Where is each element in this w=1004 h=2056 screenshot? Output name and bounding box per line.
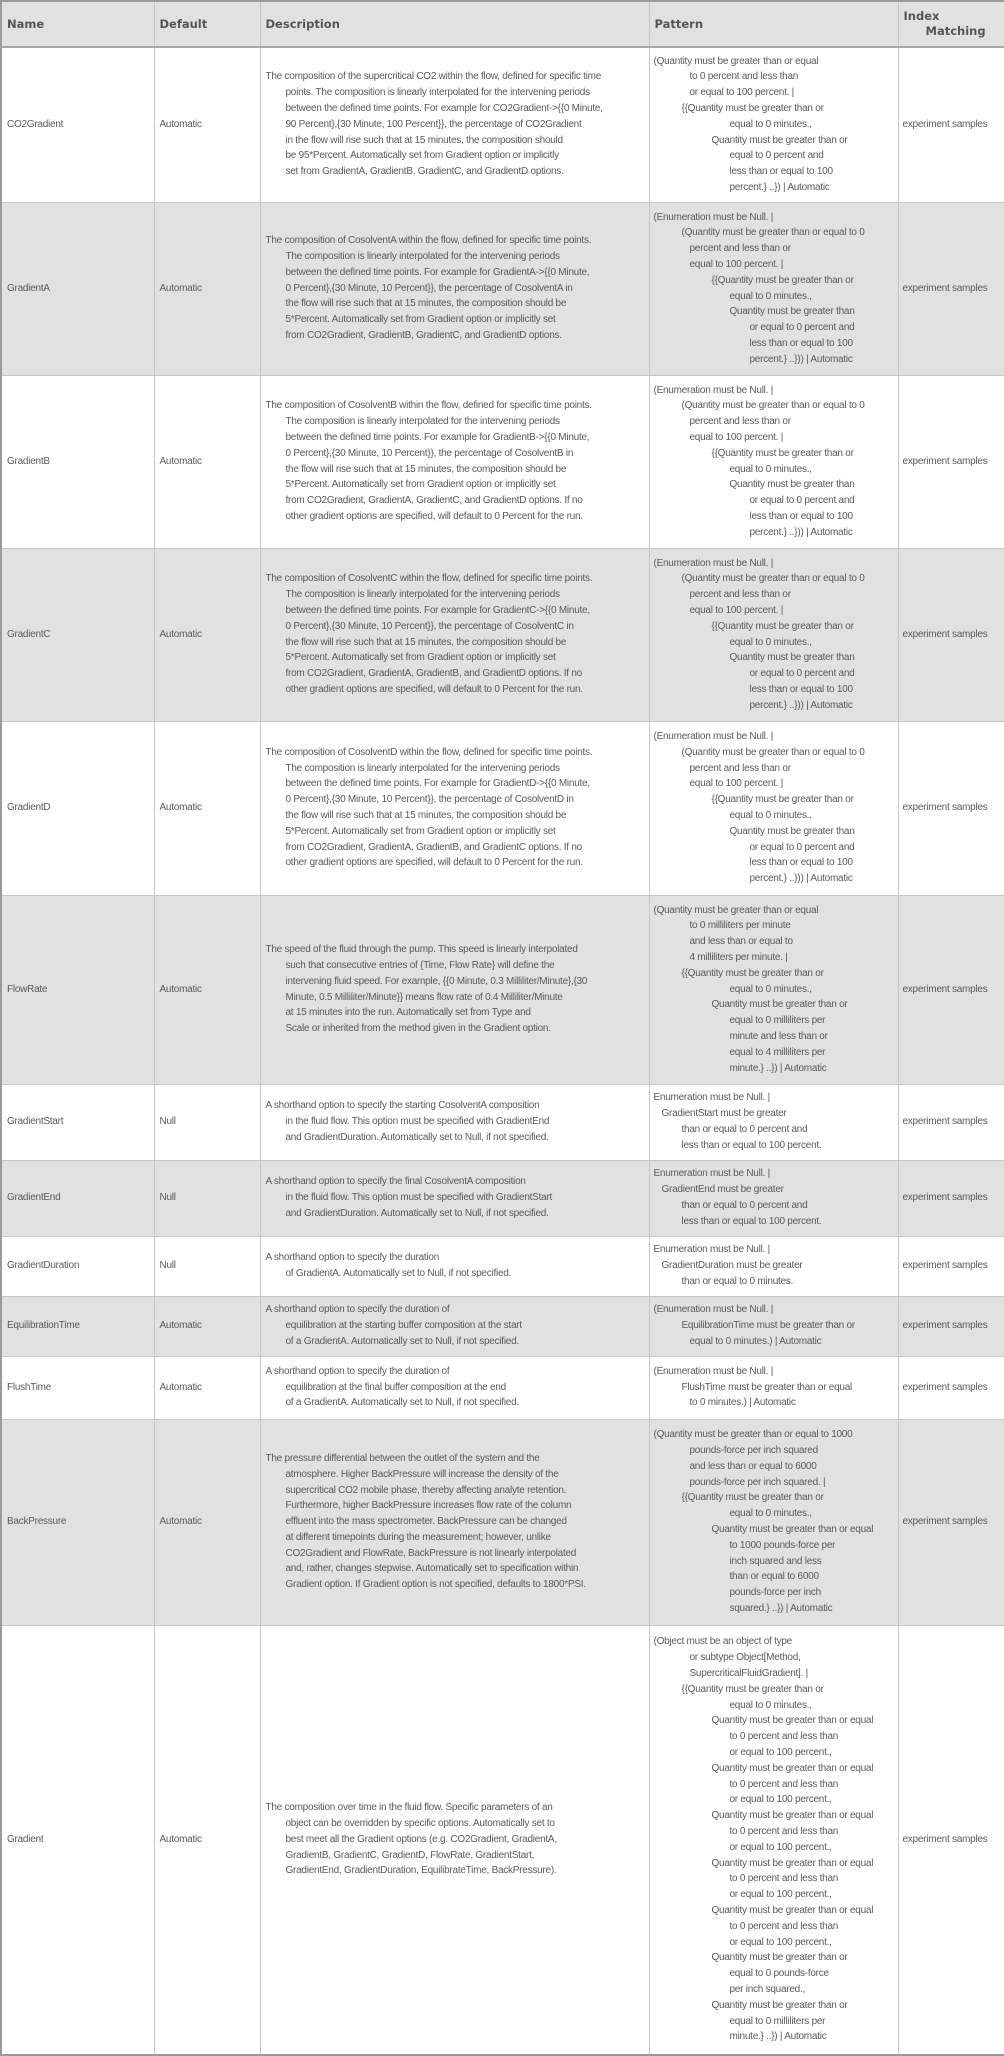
pattern-line: than or equal to 0 percent and (681, 1200, 808, 1211)
pattern-line: percent and less than or (689, 416, 791, 428)
pattern-line: equal to 0 minutes., (729, 463, 812, 475)
pattern-line: (Quantity must be greater than or equal to 0 (681, 573, 865, 585)
pattern-line: Enumeration must be Null. | (653, 1092, 770, 1104)
description-line: from CO2Gradient, GradientA, GradientC, and GradientD options. If no (285, 495, 583, 507)
pattern-line: to 0 percent and less than (729, 1873, 839, 1885)
option-description (260, 1625, 649, 2055)
description-line: supercritical CO2 mobile phase, thereby affecting analyte retention. (285, 1484, 567, 1496)
pattern-line: percent and less than or (689, 243, 791, 255)
option-index-matching: experiment samples (898, 375, 1004, 548)
description-line: be 95*Percent. Automatically set from Gradient option or implicitly (285, 150, 559, 162)
option-description (260, 47, 649, 202)
pattern-line: or equal to 100 percent. | (689, 87, 795, 99)
option-description (260, 202, 649, 375)
description-line: The composition over time in the fluid flow. Specific parameters of an (265, 1802, 553, 1814)
pattern-line: minute.} ..}) | Automatic (729, 2031, 827, 2043)
pattern-line: (Enumeration must be Null. | (653, 211, 774, 223)
description-line: of a GradientA. Automatically set to Null, if not specified. (285, 1335, 519, 1347)
pattern-line: {{Quantity must be greater than or (711, 447, 854, 459)
pattern-line: less than or equal to 100 (749, 510, 853, 522)
pattern-line: inch squared and less (729, 1555, 822, 1567)
option-pattern (649, 1419, 898, 1625)
pattern-line: to 0 percent and less than (729, 1920, 839, 1932)
pattern-line: {{Quantity must be greater than or (681, 1683, 824, 1695)
pattern-line: Quantity must be greater than or equal (711, 1810, 874, 1822)
option-pattern (649, 895, 898, 1084)
pattern-line: (Object must be an object of type (653, 1636, 792, 1648)
pattern-line: less than or equal to 100 (749, 683, 853, 695)
description-line: Gradient option. If Gradient option is not specified, defaults to 1800*PSI. (285, 1579, 586, 1591)
option-description (260, 721, 649, 895)
header-description: Description (260, 1, 649, 47)
description-line: A shorthand option to specify the duration of (265, 1365, 450, 1377)
option-index-matching: experiment samples (898, 895, 1004, 1084)
option-pattern (649, 202, 898, 375)
pattern-line: or equal to 100 percent., (729, 1841, 832, 1853)
description-line: at 15 minutes into the run. Automatically set from Type and (285, 1007, 531, 1019)
table-row (1, 202, 1004, 375)
option-pattern (649, 1356, 898, 1419)
description-line: 0 Percent},{30 Minute, 10 Percent}}, the percentage of CosolventB in (285, 447, 574, 459)
description-line: A shorthand option to specify the final CosolventA composition (265, 1176, 526, 1188)
description-line: in the fluid flow. This option must be specified with GradientStart (285, 1192, 553, 1204)
description-line: between the defined time points. For example for GradientB->{{0 Minute, (285, 431, 590, 443)
pattern-line: equal to 100 percent. | (689, 604, 784, 616)
pattern-line: equal to 100 percent. | (689, 431, 784, 443)
option-default: Null (154, 1084, 260, 1160)
option-description (260, 1084, 649, 1160)
pattern-line: percent and less than or (689, 762, 791, 774)
pattern-line: Quantity must be greater than or equal (711, 1524, 874, 1535)
pattern-line: to 0 minutes.) | Automatic (689, 1397, 796, 1409)
description-line: between the defined time points. For example for GradientD->{{0 Minute, (285, 778, 590, 790)
pattern-line: pounds-force per inch (729, 1587, 821, 1599)
option-pattern (649, 1084, 898, 1160)
description-line: 90 Percent},{30 Minute, 100 Percent}}, the percentage of CO2Gradient (285, 118, 582, 130)
pattern-line: or equal to 0 percent and (749, 668, 855, 680)
description-line: other gradient options are specified, will default to 0 Percent for the run. (285, 683, 583, 695)
pattern-line: FlushTime must be greater than or equal (681, 1381, 853, 1393)
pattern-line: (Quantity must be greater than or equal to 0 (681, 400, 865, 412)
pattern-line: 4 milliliters per minute. | (689, 952, 788, 963)
description-line: The composition of CosolventC within the flow, defined for specific time points. (265, 573, 593, 585)
pattern-line: percent.} ..}) | Automatic (729, 182, 830, 194)
option-description (260, 1236, 649, 1296)
pattern-line: to 0 percent and less than (689, 71, 799, 83)
table-row (1, 548, 1004, 721)
description-line: object can be overridden by specific options. Automatically set to (285, 1818, 555, 1830)
option-name: CO2Gradient (1, 47, 154, 202)
pattern-line: pounds-force per inch squared. | (689, 1476, 826, 1488)
option-name: Gradient (1, 1625, 154, 2055)
description-line: The composition of CosolventA within the flow, defined for specific time points. (265, 235, 592, 247)
option-default: Null (154, 1236, 260, 1296)
pattern-line: Quantity must be greater than or (711, 1999, 848, 2011)
description-line: the flow will rise such that at 15 minutes, the composition should be (285, 463, 567, 475)
description-line: the flow will rise such that at 15 minutes, the composition should be (285, 636, 567, 648)
pattern-line: less than or equal to 100 (749, 337, 853, 349)
description-line: 5*Percent. Automatically set from Gradient option or implicitly set (285, 825, 556, 837)
pattern-line: (Enumeration must be Null. | (653, 557, 774, 569)
option-description (260, 1296, 649, 1356)
option-index-matching: experiment samples (898, 1356, 1004, 1419)
pattern-line: Quantity must be greater than or (711, 999, 848, 1011)
pattern-line: minute and less than or (729, 1030, 828, 1042)
pattern-line: Quantity must be greater than (729, 479, 855, 491)
option-default: Automatic (154, 721, 260, 895)
pattern-line: {{Quantity must be greater than or (681, 1492, 824, 1504)
description-line: The speed of the fluid through the pump. This speed is linearly interpolated (265, 944, 578, 956)
pattern-line: equal to 0 percent and (729, 150, 824, 162)
description-line: the flow will rise such that at 15 minutes, the composition should be (285, 810, 567, 821)
pattern-line: equal to 0 minutes., (729, 118, 812, 130)
pattern-line: equal to 0 minutes., (729, 290, 812, 302)
description-line: and GradientDuration. Automatically set to Null, if not specified. (285, 1131, 549, 1143)
description-line: of GradientA. Automatically set to Null, if not specified. (285, 1268, 512, 1279)
option-index-matching: experiment samples (898, 721, 1004, 895)
pattern-line: percent.} ..})) | Automatic (749, 526, 853, 538)
option-description (260, 1356, 649, 1419)
description-line: Scale or inherited from the method given in the Gradient option. (285, 1023, 551, 1035)
pattern-line: or equal to 0 percent and (749, 841, 855, 853)
pattern-line: or equal to 100 percent., (729, 1889, 832, 1901)
pattern-line: equal to 0 minutes., (729, 983, 812, 995)
option-name: GradientStart (1, 1084, 154, 1160)
option-pattern (649, 1625, 898, 2055)
option-pattern (649, 47, 898, 202)
pattern-line: (Enumeration must be Null. | (653, 1365, 774, 1377)
pattern-line: (Enumeration must be Null. | (653, 384, 774, 396)
table-row (1, 1296, 1004, 1356)
option-description (260, 548, 649, 721)
description-line: 5*Percent. Automatically set from Gradient option or implicitly set (285, 652, 556, 664)
description-line: The composition of CosolventD within the flow, defined for specific time points. (265, 746, 593, 758)
pattern-line: {{Quantity must be greater than or (711, 794, 854, 806)
description-line: 0 Percent},{30 Minute, 10 Percent}}, the percentage of CosolventA in (285, 282, 573, 294)
table-row (1, 1084, 1004, 1160)
option-description (260, 1160, 649, 1236)
description-line: other gradient options are specified, will default to 0 Percent for the run. (285, 857, 583, 869)
header-index-matching-line1: Index (903, 9, 940, 23)
pattern-line: or subtype Object[Method, (689, 1652, 801, 1664)
pattern-line: percent.} ..})) | Automatic (749, 699, 853, 711)
option-index-matching: experiment samples (898, 47, 1004, 202)
pattern-line: equal to 0 minutes.) | Automatic (689, 1335, 822, 1347)
pattern-line: Enumeration must be Null. | (653, 1244, 770, 1256)
description-line: effluent into the mass spectrometer. BackPressure can be changed (285, 1516, 567, 1528)
description-line: Furthermore, higher BackPressure increases flow rate of the column (285, 1500, 572, 1512)
header-index-matching (898, 1, 1004, 47)
description-line: the flow will rise such that at 15 minutes, the composition should be (285, 298, 567, 310)
pattern-line: less than or equal to 100 percent. (681, 1139, 822, 1151)
description-line: set from GradientA, GradientB, GradientC, and GradientD options. (285, 166, 564, 178)
description-line: A shorthand option to specify the duration of (265, 1304, 450, 1316)
pattern-line: than or equal to 6000 (729, 1571, 819, 1583)
option-index-matching: experiment samples (898, 1236, 1004, 1296)
description-line: The composition is linearly interpolated for the intervening periods (285, 416, 560, 428)
pattern-line: squared.} ..}) | Automatic (729, 1602, 833, 1614)
description-line: The composition of CosolventB within the flow, defined for specific time points. (265, 400, 592, 412)
description-line: GradientEnd, GradientDuration, EquilibrateTime, BackPressure). (285, 1865, 557, 1877)
option-pattern (649, 1296, 898, 1356)
pattern-line: Quantity must be greater than (729, 306, 855, 318)
pattern-line: Enumeration must be Null. | (653, 1168, 770, 1180)
option-index-matching: experiment samples (898, 1625, 1004, 2055)
description-line: The pressure differential between the outlet of the system and the (265, 1452, 540, 1464)
description-line: The composition is linearly interpolated for the intervening periods (285, 762, 560, 774)
pattern-line: equal to 0 milliliters per (729, 2015, 826, 2027)
pattern-line: than or equal to 0 percent and (681, 1124, 808, 1135)
pattern-line: to 0 milliliters per minute (689, 920, 791, 932)
option-default: Automatic (154, 1356, 260, 1419)
option-pattern (649, 375, 898, 548)
pattern-line: GradientEnd must be greater (661, 1184, 784, 1196)
pattern-line: less than or equal to 100 (749, 857, 853, 869)
pattern-line: less than or equal to 100 (729, 166, 833, 178)
option-pattern (649, 1160, 898, 1236)
option-pattern (649, 548, 898, 721)
pattern-line: equal to 100 percent. | (689, 258, 784, 270)
table-row (1, 1160, 1004, 1236)
option-default: Automatic (154, 1419, 260, 1625)
pattern-line: Quantity must be greater than or (711, 134, 848, 146)
table-row (1, 47, 1004, 202)
option-index-matching: experiment samples (898, 1419, 1004, 1625)
pattern-line: equal to 0 milliliters per (729, 1015, 826, 1027)
pattern-line: and less than or equal to (689, 936, 793, 948)
description-line: in the fluid flow. This option must be specified with GradientEnd (285, 1116, 550, 1128)
header-index-matching-line2: Matching (925, 24, 986, 38)
pattern-line: to 0 percent and less than (729, 1731, 839, 1743)
description-line: and, rather, changes stepwise. Automatically set to specification within (285, 1563, 579, 1575)
description-line: 0 Percent},{30 Minute, 10 Percent}}, the percentage of CosolventC in (285, 620, 574, 632)
pattern-line: Quantity must be greater than or (711, 1952, 848, 1964)
description-line: between the defined time points. For example for GradientA->{{0 Minute, (285, 266, 590, 278)
pattern-line: equal to 0 minutes., (729, 810, 812, 821)
pattern-line: (Quantity must be greater than or equal (653, 904, 819, 916)
pattern-line: or equal to 100 percent., (729, 1794, 832, 1806)
pattern-line: (Quantity must be greater than or equal (653, 55, 819, 67)
description-line: 5*Percent. Automatically set from Gradient option or implicitly set (285, 479, 556, 491)
option-pattern (649, 1236, 898, 1296)
pattern-line: Quantity must be greater than or equal (711, 1857, 874, 1869)
table-row (1, 1236, 1004, 1296)
description-line: CO2Gradient and FlowRate, BackPressure is not linearly interpolated (285, 1547, 577, 1559)
pattern-line: or equal to 0 percent and (749, 322, 855, 334)
pattern-line: (Quantity must be greater than or equal to 1000 (653, 1429, 853, 1441)
description-line: from CO2Gradient, GradientA, GradientB, and GradientD options. If no (285, 668, 582, 680)
option-index-matching: experiment samples (898, 1084, 1004, 1160)
pattern-line: to 0 percent and less than (729, 1778, 839, 1790)
pattern-line: pounds-force per inch squared (689, 1445, 818, 1457)
description-line: in the flow will rise such that at 15 minutes, the composition should (285, 134, 563, 146)
pattern-line: Quantity must be greater than (729, 652, 855, 664)
pattern-line: or equal to 100 percent., (729, 1936, 832, 1948)
description-line: equilibration at the final buffer composition at the end (285, 1381, 506, 1393)
description-line: 0 Percent},{30 Minute, 10 Percent}}, the percentage of CosolventD in (285, 794, 574, 806)
table-row (1, 1356, 1004, 1419)
description-line: intervening fluid speed. For example, {{0 Minute, 0.3 Milliliter/Minute},{30 (285, 975, 588, 987)
option-index-matching: experiment samples (898, 202, 1004, 375)
pattern-line: {{Quantity must be greater than or (681, 103, 824, 115)
option-index-matching: experiment samples (898, 1296, 1004, 1356)
pattern-line: percent.} ..})) | Automatic (749, 873, 853, 885)
option-default: Null (154, 1160, 260, 1236)
pattern-line: Quantity must be greater than (729, 825, 855, 837)
pattern-line: minute.} ..}) | Automatic (729, 1062, 827, 1074)
pattern-line: Quantity must be greater than or equal (711, 1762, 874, 1774)
option-default: Automatic (154, 1296, 260, 1356)
description-line: from CO2Gradient, GradientA, GradientB, and GradientC options. If no (285, 841, 582, 853)
pattern-line: and less than or equal to 6000 (689, 1460, 817, 1472)
option-name: GradientD (1, 721, 154, 895)
table-row (1, 1419, 1004, 1625)
description-line: at different timepoints during the measurement; however, unlike (285, 1531, 551, 1543)
description-line: A shorthand option to specify the starting CosolventA composition (265, 1100, 540, 1112)
description-line: equilibration at the starting buffer composition at the start (285, 1320, 522, 1332)
description-line: atmosphere. Higher BackPressure will increase the density of the (285, 1468, 559, 1480)
pattern-line: or equal to 0 percent and (749, 495, 855, 507)
option-name: EquilibrationTime (1, 1296, 154, 1356)
pattern-line: equal to 0 minutes., (729, 1508, 812, 1520)
pattern-line: (Quantity must be greater than or equal to 0 (681, 746, 865, 758)
option-name: GradientB (1, 375, 154, 548)
option-name: GradientA (1, 202, 154, 375)
pattern-line: Quantity must be greater than or equal (711, 1715, 874, 1727)
pattern-line: or equal to 100 percent., (729, 1746, 832, 1758)
pattern-line: Quantity must be greater than or equal (711, 1904, 874, 1916)
description-line: between the defined time points. For example for GradientC->{{0 Minute, (285, 604, 590, 616)
description-line: such that consecutive entries of {Time, Flow Rate} will define the (285, 959, 555, 971)
description-line: points. The composition is linearly interpolated for the intervening periods (285, 87, 590, 99)
option-name: GradientEnd (1, 1160, 154, 1236)
pattern-line: equal to 0 minutes., (729, 636, 812, 648)
option-description (260, 375, 649, 548)
pattern-line: {{Quantity must be greater than or (711, 274, 854, 286)
table-row (1, 1625, 1004, 2055)
description-line: The composition is linearly interpolated for the intervening periods (285, 589, 560, 601)
description-line: The composition of the supercritical CO2 within the flow, defined for specific time (265, 71, 602, 83)
table-row (1, 375, 1004, 548)
description-line: other gradient options are specified, will default to 0 Percent for the run. (285, 510, 583, 522)
description-line: 5*Percent. Automatically set from Gradient option or implicitly set (285, 314, 556, 326)
description-line: Minute, 0.5 Milliliter/Minute}} means flow rate of 0.4 Milliliter/Minute (285, 991, 563, 1003)
option-default: Automatic (154, 895, 260, 1084)
option-name: GradientDuration (1, 1236, 154, 1296)
option-name: BackPressure (1, 1419, 154, 1625)
option-default: Automatic (154, 1625, 260, 2055)
description-line: of a GradientA. Automatically set to Null, if not specified. (285, 1397, 519, 1409)
pattern-line: per inch squared., (729, 1983, 806, 1995)
option-name: FlowRate (1, 895, 154, 1084)
table-row (1, 721, 1004, 895)
pattern-line: GradientDuration must be greater (661, 1260, 803, 1272)
header-row (1, 1, 1004, 47)
option-default: Automatic (154, 375, 260, 548)
pattern-line: to 0 percent and less than (729, 1825, 839, 1837)
pattern-line: than or equal to 0 minutes. (681, 1275, 794, 1287)
description-line: between the defined time points. For example for CO2Gradient->{{0 Minute, (285, 103, 603, 115)
pattern-line: SupercriticalFluidGradient]. | (689, 1667, 808, 1679)
pattern-line: {{Quantity must be greater than or (711, 620, 854, 632)
option-default: Automatic (154, 548, 260, 721)
pattern-line: percent and less than or (689, 589, 791, 601)
table-body (1, 47, 1004, 2055)
pattern-line: (Enumeration must be Null. | (653, 731, 774, 743)
description-line: GradientB, GradientC, GradientD, FlowRate, GradientStart, (285, 1849, 535, 1861)
option-name: GradientC (1, 548, 154, 721)
option-pattern (649, 721, 898, 895)
pattern-line: equal to 0 pounds-force (729, 1968, 829, 1980)
option-index-matching: experiment samples (898, 1160, 1004, 1236)
header-default: Default (154, 1, 260, 47)
pattern-line: less than or equal to 100 percent. (681, 1215, 822, 1227)
option-default: Automatic (154, 47, 260, 202)
pattern-line: equal to 4 milliliters per (729, 1046, 826, 1058)
description-line: A shorthand option to specify the duration (265, 1252, 440, 1264)
pattern-line: {{Quantity must be greater than or (681, 967, 824, 979)
pattern-line: (Quantity must be greater than or equal to 0 (681, 227, 865, 239)
option-index-matching: experiment samples (898, 548, 1004, 721)
pattern-line: equal to 100 percent. | (689, 778, 784, 790)
header-pattern: Pattern (649, 1, 898, 47)
description-line: The composition is linearly interpolated for the intervening periods (285, 251, 560, 262)
pattern-line: GradientStart must be greater (661, 1108, 787, 1120)
pattern-line: equal to 0 minutes., (729, 1699, 812, 1711)
description-line: and GradientDuration. Automatically set to Null, if not specified. (285, 1207, 549, 1219)
pattern-line: EquilibrationTime must be greater than or (681, 1320, 855, 1332)
option-default: Automatic (154, 202, 260, 375)
pattern-line: to 1000 pounds-force per (729, 1539, 836, 1551)
header-name: Name (1, 1, 154, 47)
description-line: best meet all the Gradient options (e.g. CO2Gradient, GradientA, (285, 1833, 557, 1845)
option-description (260, 1419, 649, 1625)
option-name: FlushTime (1, 1356, 154, 1419)
option-description (260, 895, 649, 1084)
pattern-line: percent.} ..})) | Automatic (749, 353, 853, 365)
description-line: from CO2Gradient, GradientB, GradientC, and GradientD options. (285, 329, 562, 341)
pattern-line: (Enumeration must be Null. | (653, 1304, 774, 1316)
table-row (1, 895, 1004, 1084)
